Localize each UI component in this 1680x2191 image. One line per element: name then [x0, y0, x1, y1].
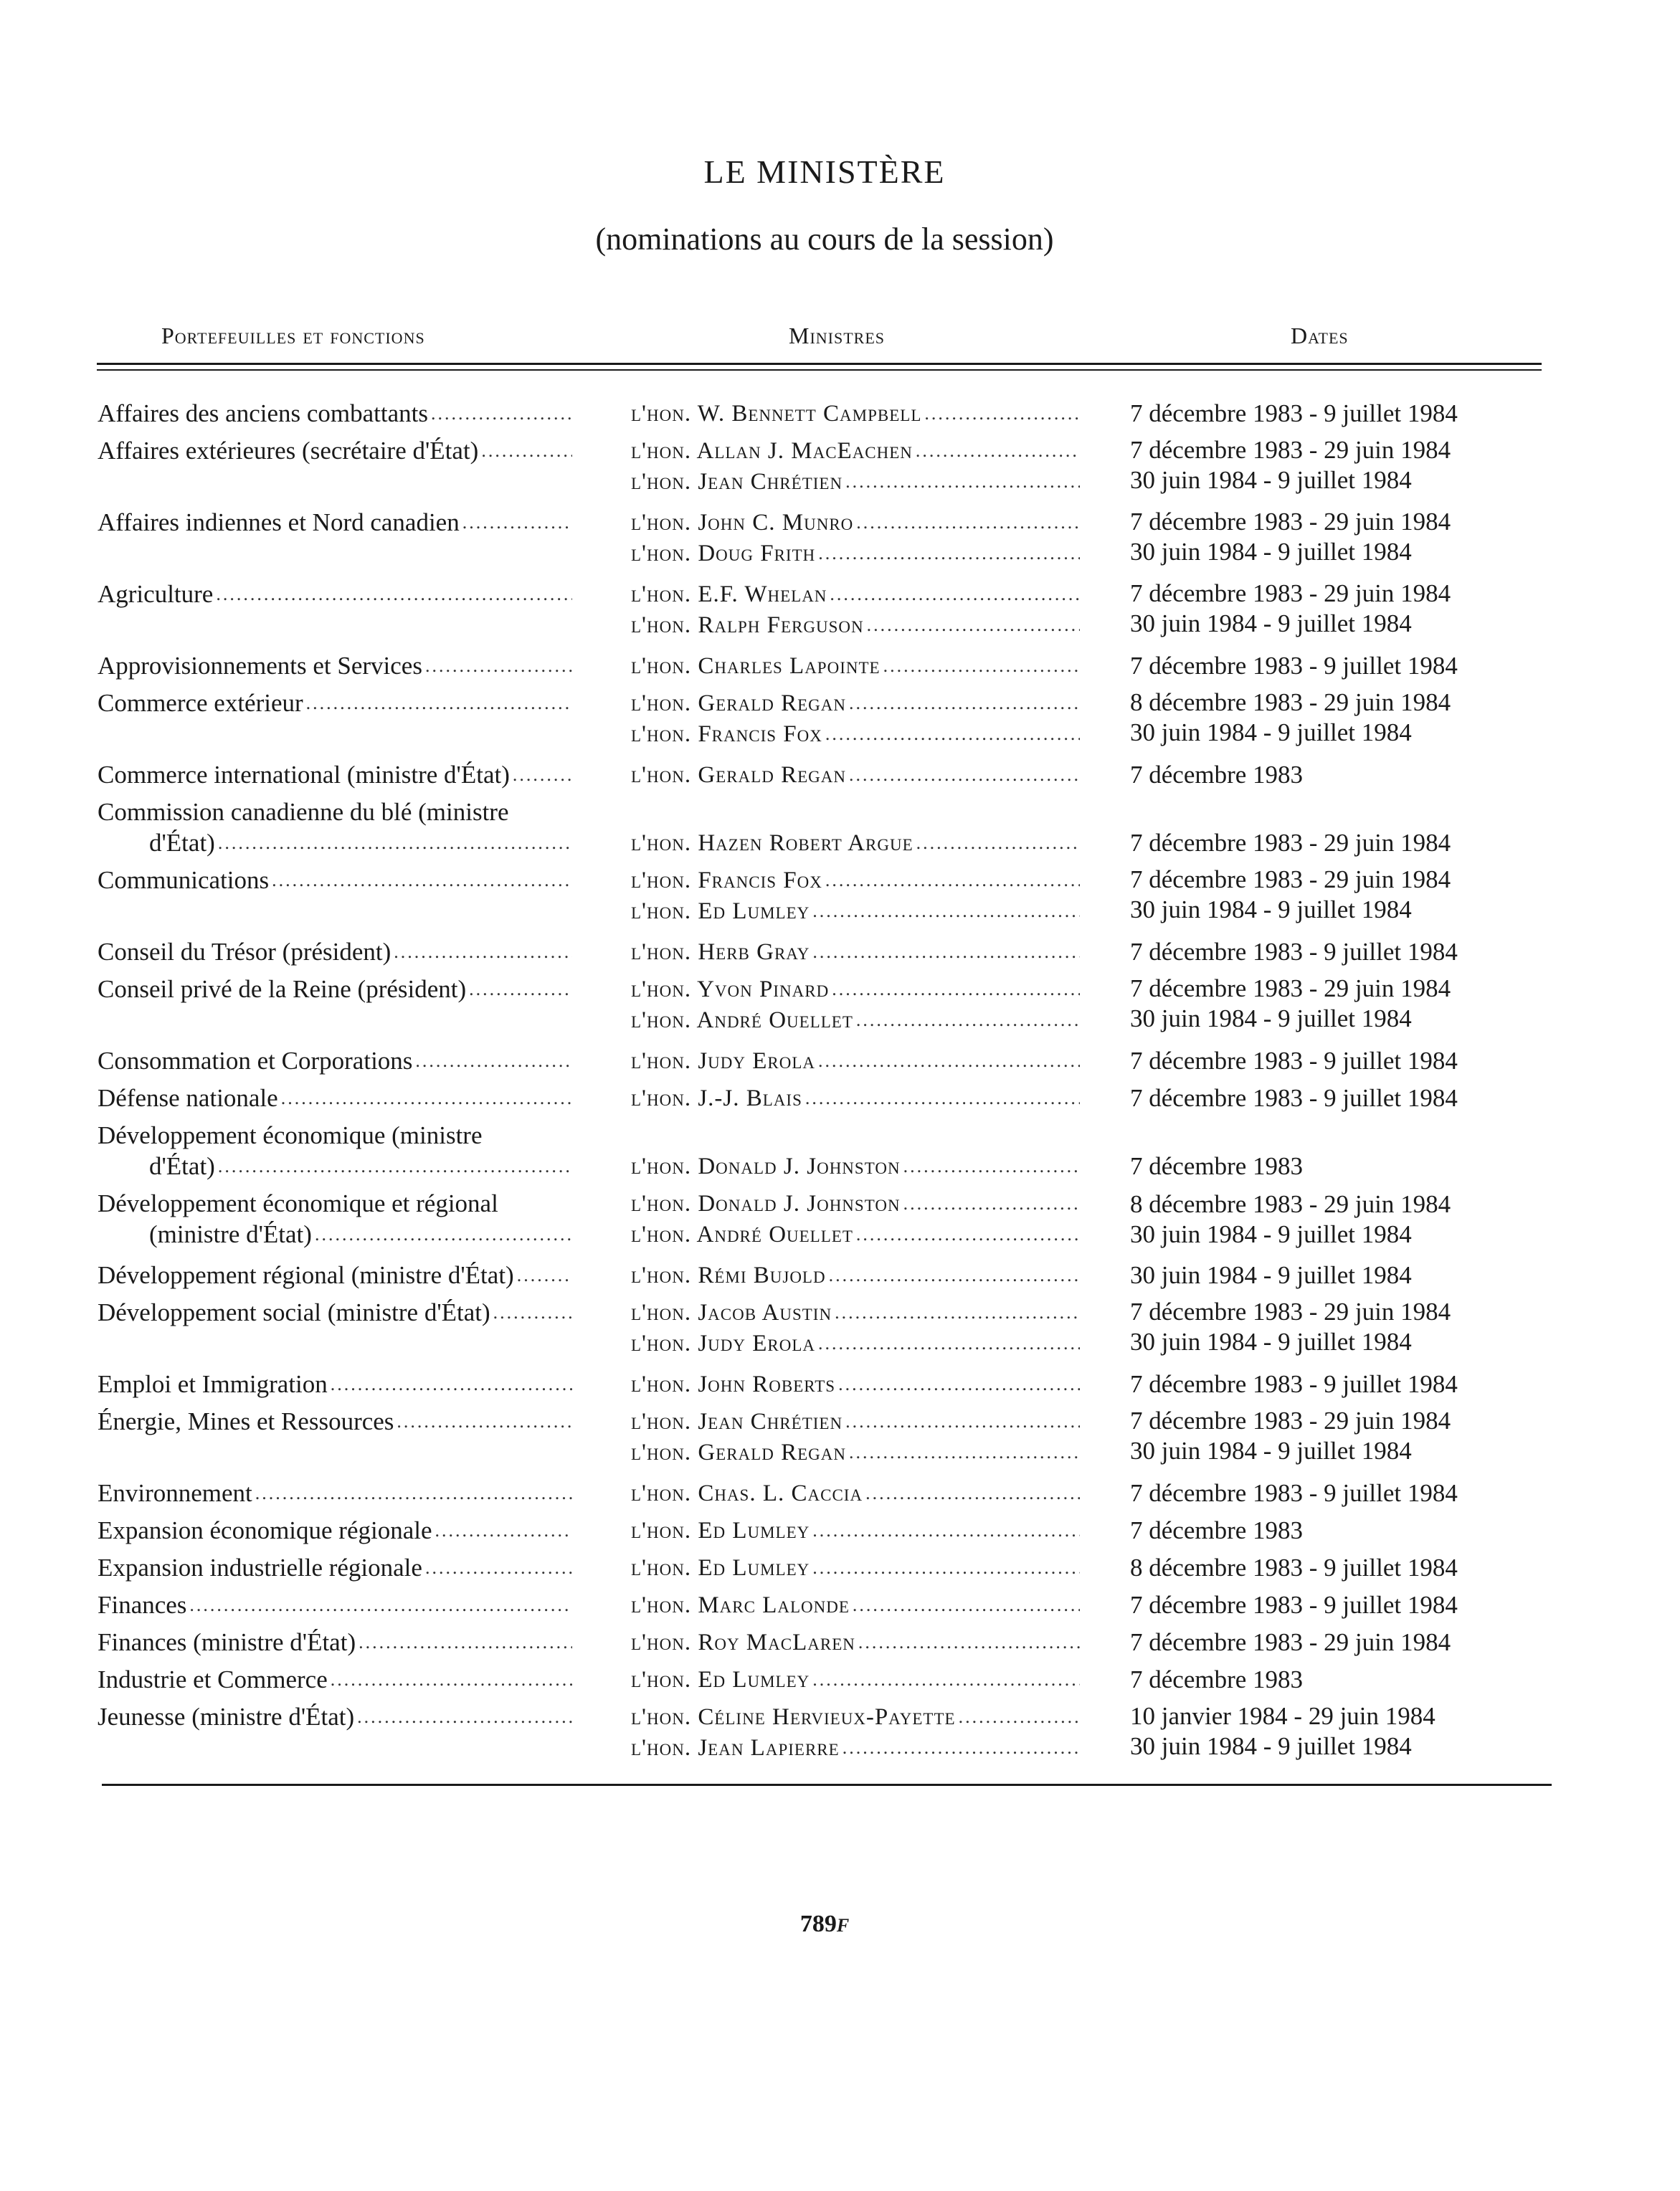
table-row — [98, 579, 1560, 640]
appointment-dates: 7 décembre 1983 - 29 juin 1984 — [1130, 579, 1451, 607]
dot-leader — [825, 865, 1080, 895]
dot-leader — [903, 1188, 1080, 1219]
appointment-dates: 30 juin 1984 - 9 juillet 1984 — [1130, 609, 1412, 637]
dates-cell — [1130, 1516, 1303, 1546]
appointment-dates: 7 décembre 1983 - 29 juin 1984 — [1130, 865, 1451, 893]
table-row — [98, 759, 1560, 790]
appointment-dates: 8 décembre 1983 - 29 juin 1984 — [1130, 1190, 1451, 1218]
minister-name: l'hon. John C. Munro — [631, 510, 854, 536]
dot-leader — [858, 1627, 1080, 1658]
dates-cell — [1130, 1406, 1451, 1466]
portfolio-cell — [98, 1552, 572, 1583]
portfolio-cell — [98, 1369, 572, 1399]
page-title: LE MINISTÈRE — [703, 153, 946, 190]
dot-leader — [812, 895, 1080, 926]
ministers-cell — [631, 974, 1080, 1035]
appointment-dates: 7 décembre 1983 - 9 juillet 1984 — [1130, 1047, 1458, 1075]
minister-name: l'hon. Jean Lapierre — [631, 1735, 840, 1761]
minister-name: l'hon. Ed Lumley — [631, 1667, 810, 1693]
table-row — [98, 1260, 1560, 1291]
appointment-dates: 30 juin 1984 - 9 juillet 1984 — [1130, 538, 1412, 566]
dot-leader — [924, 398, 1080, 429]
dot-leader — [513, 759, 572, 790]
minister-name: l'hon. Céline Hervieux-Payette — [631, 1704, 956, 1730]
dot-leader — [812, 1552, 1080, 1583]
table-row — [98, 1406, 1560, 1468]
minister-name: l'hon. Hazen Robert Argue — [631, 830, 913, 856]
portfolio-text: Conseil privé de la Reine (président) — [98, 975, 467, 1003]
column-header-ministres: Ministres — [789, 323, 886, 348]
page-number — [0, 1911, 1649, 1938]
dot-leader — [189, 1589, 572, 1620]
dates-cell — [1130, 828, 1451, 858]
appointment-dates: 8 décembre 1983 - 29 juin 1984 — [1130, 688, 1451, 716]
dates-cell — [1130, 1297, 1451, 1357]
minister-name: l'hon. Ed Lumley — [631, 1555, 810, 1581]
appointment-dates: 30 juin 1984 - 9 juillet 1984 — [1130, 1261, 1412, 1289]
dates-cell — [1130, 1701, 1435, 1762]
portfolio-text: Énergie, Mines et Ressources — [98, 1407, 394, 1435]
table-row — [98, 1188, 1560, 1250]
portfolio-cell — [98, 1701, 572, 1732]
appointment-dates: 30 juin 1984 - 9 juillet 1984 — [1130, 1004, 1412, 1032]
table-row — [98, 797, 1560, 858]
ministers-cell — [631, 1664, 1080, 1695]
portfolio-cell — [98, 1478, 572, 1508]
table-row — [98, 1083, 1560, 1113]
table-row — [98, 1515, 1560, 1546]
portfolio-cell — [98, 1120, 572, 1182]
dates-cell — [1130, 1553, 1458, 1583]
appointment-dates: 7 décembre 1983 — [1130, 1665, 1304, 1693]
portfolio-cell — [98, 398, 572, 429]
appointment-dates: 30 juin 1984 - 9 juillet 1984 — [1130, 1328, 1412, 1356]
minister-name: l'hon. Roy MacLaren — [631, 1630, 855, 1655]
table-row — [98, 865, 1560, 926]
minister-name: l'hon. Judy Erola — [631, 1331, 816, 1356]
appointment-dates: 7 décembre 1983 - 9 juillet 1984 — [1130, 1479, 1458, 1507]
minister-name: l'hon. Charles Lapointe — [631, 653, 881, 679]
appointment-dates: 7 décembre 1983 - 29 juin 1984 — [1130, 436, 1451, 464]
dot-leader — [830, 579, 1080, 609]
appointment-dates: 7 décembre 1983 — [1130, 1516, 1304, 1544]
dot-leader — [832, 974, 1080, 1004]
portfolio-text: Finances (ministre d'État) — [98, 1628, 356, 1656]
appointment-dates: 10 janvier 1984 - 29 juin 1984 — [1130, 1702, 1435, 1730]
portfolio-text: Commerce extérieur — [98, 689, 303, 717]
ministers-cell — [631, 398, 1080, 429]
portfolio-text: Affaires indiennes et Nord canadien — [98, 508, 460, 536]
portfolio-cell — [98, 579, 572, 609]
dates-cell — [1130, 1189, 1451, 1250]
portfolio-cell — [98, 759, 572, 790]
ministers-cell — [631, 435, 1080, 497]
dates-cell — [1130, 399, 1458, 429]
dates-cell — [1130, 1151, 1303, 1182]
ministers-cell — [631, 1045, 1080, 1076]
appointment-dates: 7 décembre 1983 - 29 juin 1984 — [1130, 974, 1451, 1002]
portfolio-cell — [98, 1664, 572, 1695]
portfolio-text: Consommation et Corporations — [98, 1047, 413, 1075]
dot-leader — [359, 1627, 572, 1658]
dot-leader — [856, 507, 1080, 538]
portfolio-text: Industrie et Commerce — [98, 1665, 328, 1693]
minister-name: l'hon. E.F. Whelan — [631, 581, 827, 607]
dot-leader — [315, 1219, 572, 1250]
ministers-cell — [631, 1297, 1080, 1359]
ministers-cell — [631, 579, 1080, 640]
appointment-dates: 30 juin 1984 - 9 juillet 1984 — [1130, 895, 1412, 923]
dot-leader — [916, 827, 1080, 858]
portfolio-cell — [98, 1083, 572, 1113]
portfolio-text: Développement régional (ministre d'État) — [98, 1261, 514, 1289]
dot-leader — [865, 1478, 1080, 1508]
portfolio-cell — [98, 1260, 572, 1291]
dates-cell — [1130, 435, 1451, 495]
minister-name: l'hon. Jean Chrétien — [631, 1409, 843, 1435]
minister-name: l'hon. W. Bennett Campbell — [631, 401, 922, 427]
dot-leader — [812, 936, 1080, 967]
appointment-dates: 7 décembre 1983 - 9 juillet 1984 — [1130, 652, 1458, 680]
dot-leader — [431, 398, 572, 429]
portfolio-cell — [98, 1589, 572, 1620]
ministers-cell — [631, 936, 1080, 967]
portfolio-text-continued: (ministre d'État) — [149, 1220, 312, 1248]
appointment-dates: 7 décembre 1983 - 29 juin 1984 — [1130, 1407, 1451, 1435]
column-header-portefeuilles: Portefeuilles et fonctions — [161, 323, 425, 348]
dot-leader — [812, 1515, 1080, 1546]
table-row — [98, 1701, 1560, 1763]
portfolio-text: Finances — [98, 1591, 187, 1619]
dot-leader — [849, 759, 1080, 790]
portfolio-text-continued: d'État) — [149, 1152, 215, 1180]
portfolio-text: Expansion industrielle régionale — [98, 1554, 422, 1582]
dot-leader — [218, 827, 572, 858]
page-number-value: 789 — [799, 1911, 837, 1937]
ministers-cell — [631, 1515, 1080, 1546]
portfolio-text: Défense nationale — [98, 1084, 278, 1112]
table-row — [98, 1552, 1560, 1583]
portfolio-cell — [98, 435, 572, 466]
dates-cell — [1130, 937, 1458, 967]
dot-leader — [517, 1260, 572, 1291]
portfolio-text: Jeunesse (ministre d'État) — [98, 1703, 355, 1731]
dot-leader — [425, 1552, 572, 1583]
ministers-cell — [631, 1083, 1080, 1113]
page-subtitle: (nominations au cours de la session) — [595, 222, 1054, 257]
appointment-dates: 7 décembre 1983 - 29 juin 1984 — [1130, 1628, 1451, 1656]
ministers-cell — [631, 759, 1080, 790]
dates-cell — [1130, 651, 1458, 681]
dot-leader — [825, 718, 1080, 749]
dot-leader — [255, 1478, 572, 1508]
portfolio-text: Développement social (ministre d'État) — [98, 1298, 490, 1326]
dot-leader — [818, 538, 1080, 569]
ministers-cell — [631, 507, 1080, 569]
ministers-cell — [631, 1589, 1080, 1620]
dot-leader — [357, 1701, 572, 1732]
dot-leader — [462, 507, 572, 538]
ministers-cell — [631, 1369, 1080, 1399]
table-row — [98, 507, 1560, 569]
dates-cell — [1130, 1627, 1451, 1658]
appointment-dates: 7 décembre 1983 - 29 juin 1984 — [1130, 1298, 1451, 1326]
minister-name: l'hon. J.-J. Blais — [631, 1085, 802, 1111]
dates-cell — [1130, 1665, 1303, 1695]
dot-leader — [812, 1664, 1080, 1695]
portfolio-cell — [98, 1297, 572, 1328]
portfolio-cell — [98, 797, 572, 858]
minister-name: l'hon. Ralph Ferguson — [631, 612, 864, 638]
minister-name: l'hon. Judy Erola — [631, 1048, 816, 1074]
minister-name: l'hon. Gerald Regan — [631, 1440, 846, 1465]
minister-name: l'hon. Chas. L. Caccia — [631, 1481, 863, 1506]
portfolio-cell — [98, 1515, 572, 1546]
table-row — [98, 1045, 1560, 1076]
ministers-cell — [631, 1701, 1080, 1763]
dates-cell — [1130, 760, 1303, 790]
dates-cell — [1130, 1478, 1458, 1508]
dot-leader — [849, 1437, 1080, 1468]
portfolio-text: Affaires des anciens combattants — [98, 399, 428, 427]
table-row — [98, 1120, 1560, 1182]
portfolio-cell — [98, 936, 572, 967]
table-row — [98, 1589, 1560, 1620]
dot-leader — [916, 435, 1080, 466]
minister-name: l'hon. Allan J. MacEachen — [631, 438, 913, 464]
dates-cell — [1130, 507, 1451, 567]
portfolio-cell — [98, 974, 572, 1004]
minister-name: l'hon. Donald J. Johnston — [631, 1154, 901, 1179]
dot-leader — [835, 1297, 1080, 1328]
minister-name: l'hon. Gerald Regan — [631, 690, 846, 716]
portfolio-cell — [98, 1188, 572, 1250]
ministry-table — [98, 398, 1560, 1763]
dot-leader — [838, 1369, 1080, 1399]
portfolio-text: Emploi et Immigration — [98, 1370, 328, 1398]
appointment-dates: 8 décembre 1983 - 9 juillet 1984 — [1130, 1554, 1458, 1582]
portfolio-text-continued: d'État) — [149, 829, 215, 857]
dot-leader — [856, 1004, 1080, 1035]
dot-leader — [818, 1328, 1080, 1359]
table-row — [98, 435, 1560, 497]
dot-leader — [843, 1732, 1080, 1763]
minister-name: l'hon. Francis Fox — [631, 868, 822, 893]
header-double-rule — [97, 363, 1542, 371]
ministers-cell — [631, 1188, 1080, 1250]
dot-leader — [216, 579, 572, 609]
dot-leader — [818, 1045, 1080, 1076]
dot-leader — [849, 688, 1080, 718]
dot-leader — [469, 974, 572, 1004]
dot-leader — [853, 1589, 1080, 1620]
table-row — [98, 1369, 1560, 1399]
ministers-cell — [631, 827, 1080, 858]
portfolio-text: Commission canadienne du blé (ministre — [98, 798, 509, 826]
portfolio-text: Conseil du Trésor (président) — [98, 938, 391, 966]
portfolio-text: Commerce international (ministre d'État) — [98, 761, 510, 789]
appointment-dates: 7 décembre 1983 - 29 juin 1984 — [1130, 508, 1451, 536]
appointment-dates: 30 juin 1984 - 9 juillet 1984 — [1130, 1437, 1412, 1465]
dot-leader — [425, 650, 572, 681]
table-row — [98, 1478, 1560, 1508]
portfolio-cell — [98, 1045, 572, 1076]
appointment-dates: 30 juin 1984 - 9 juillet 1984 — [1130, 1732, 1412, 1760]
ministers-cell — [631, 688, 1080, 749]
dot-leader — [805, 1083, 1080, 1113]
dates-cell — [1130, 688, 1451, 748]
portfolio-text: Communications — [98, 866, 270, 894]
portfolio-cell — [98, 1406, 572, 1437]
appointment-dates: 30 juin 1984 - 9 juillet 1984 — [1130, 466, 1412, 494]
ministers-cell — [631, 1478, 1080, 1508]
table-row — [98, 1297, 1560, 1359]
portfolio-text: Développement économique et régional — [98, 1189, 498, 1217]
minister-name: l'hon. John Roberts — [631, 1372, 836, 1397]
table-row — [98, 1664, 1560, 1695]
appointment-dates: 7 décembre 1983 - 9 juillet 1984 — [1130, 938, 1458, 966]
minister-name: l'hon. Yvon Pinard — [631, 976, 830, 1002]
minister-name: l'hon. Donald J. Johnston — [631, 1191, 901, 1217]
minister-name: l'hon. Rémi Bujold — [631, 1263, 826, 1288]
minister-name: l'hon. Francis Fox — [631, 721, 822, 747]
column-header-dates: Dates — [1291, 323, 1349, 348]
portfolio-cell — [98, 865, 572, 895]
portfolio-text: Agriculture — [98, 580, 214, 608]
appointment-dates: 7 décembre 1983 - 29 juin 1984 — [1130, 829, 1451, 857]
dates-cell — [1130, 865, 1451, 925]
dot-leader — [394, 936, 572, 967]
portfolio-text: Environnement — [98, 1479, 252, 1507]
table-row — [98, 650, 1560, 681]
table-row — [98, 398, 1560, 429]
dates-cell — [1130, 579, 1451, 639]
table-bottom-rule — [102, 1784, 1552, 1786]
ministers-cell — [631, 1260, 1080, 1291]
dates-cell — [1130, 974, 1451, 1034]
table-row — [98, 1627, 1560, 1658]
dates-cell — [1130, 1590, 1458, 1620]
minister-name: l'hon. Gerald Regan — [631, 762, 846, 788]
portfolio-text: Développement économique (ministre — [98, 1121, 483, 1149]
dot-leader — [331, 1664, 572, 1695]
appointment-dates: 30 juin 1984 - 9 juillet 1984 — [1130, 1220, 1412, 1248]
dot-leader — [829, 1260, 1080, 1291]
dot-leader — [959, 1701, 1080, 1732]
dot-leader — [845, 466, 1080, 497]
dates-cell — [1130, 1369, 1458, 1399]
dot-leader — [272, 865, 572, 895]
dates-cell — [1130, 1046, 1458, 1076]
page-number-suffix: F — [836, 1915, 850, 1936]
dot-leader — [867, 609, 1080, 640]
dot-leader — [415, 1045, 572, 1076]
appointment-dates: 7 décembre 1983 - 9 juillet 1984 — [1130, 1370, 1458, 1398]
minister-name: l'hon. André Ouellet — [631, 1222, 853, 1247]
appointment-dates: 7 décembre 1983 — [1130, 761, 1304, 789]
portfolio-text: Approvisionnements et Services — [98, 652, 422, 680]
portfolio-text: Expansion économique régionale — [98, 1516, 432, 1544]
dot-leader — [331, 1369, 572, 1399]
ministers-cell — [631, 865, 1080, 926]
dot-leader — [856, 1219, 1080, 1250]
table-row — [98, 688, 1560, 749]
minister-name: l'hon. Jacob Austin — [631, 1300, 832, 1326]
minister-name: l'hon. André Ouellet — [631, 1007, 853, 1033]
portfolio-cell — [98, 650, 572, 681]
portfolio-cell — [98, 688, 572, 718]
minister-name: l'hon. Doug Frith — [631, 541, 816, 566]
appointment-dates: 30 juin 1984 - 9 juillet 1984 — [1130, 718, 1412, 746]
appointment-dates: 7 décembre 1983 - 9 juillet 1984 — [1130, 1591, 1458, 1619]
minister-name: l'hon. Ed Lumley — [631, 898, 810, 924]
minister-name: l'hon. Jean Chrétien — [631, 469, 843, 495]
dates-cell — [1130, 1083, 1458, 1113]
minister-name: l'hon. Ed Lumley — [631, 1518, 810, 1544]
dot-leader — [397, 1406, 572, 1437]
ministers-cell — [631, 1627, 1080, 1658]
dot-leader — [845, 1406, 1080, 1437]
dot-leader — [903, 1151, 1080, 1182]
ministers-cell — [631, 1406, 1080, 1468]
dot-leader — [481, 435, 572, 466]
dot-leader — [218, 1151, 572, 1182]
dot-leader — [883, 650, 1080, 681]
portfolio-cell — [98, 1627, 572, 1658]
portfolio-text: Affaires extérieures (secrétaire d'État) — [98, 437, 479, 465]
minister-name: l'hon. Marc Lalonde — [631, 1592, 850, 1618]
table-row — [98, 936, 1560, 967]
ministers-cell — [631, 1151, 1080, 1182]
portfolio-cell — [98, 507, 572, 538]
appointment-dates: 7 décembre 1983 - 9 juillet 1984 — [1130, 399, 1458, 427]
dates-cell — [1130, 1260, 1412, 1291]
minister-name: l'hon. Herb Gray — [631, 939, 810, 965]
ministers-cell — [631, 1552, 1080, 1583]
appointment-dates: 7 décembre 1983 — [1130, 1152, 1304, 1180]
dot-leader — [435, 1515, 572, 1546]
dot-leader — [306, 688, 572, 718]
dot-leader — [493, 1297, 572, 1328]
table-row — [98, 974, 1560, 1035]
dot-leader — [281, 1083, 572, 1113]
ministers-cell — [631, 650, 1080, 681]
appointment-dates: 7 décembre 1983 - 9 juillet 1984 — [1130, 1084, 1458, 1112]
